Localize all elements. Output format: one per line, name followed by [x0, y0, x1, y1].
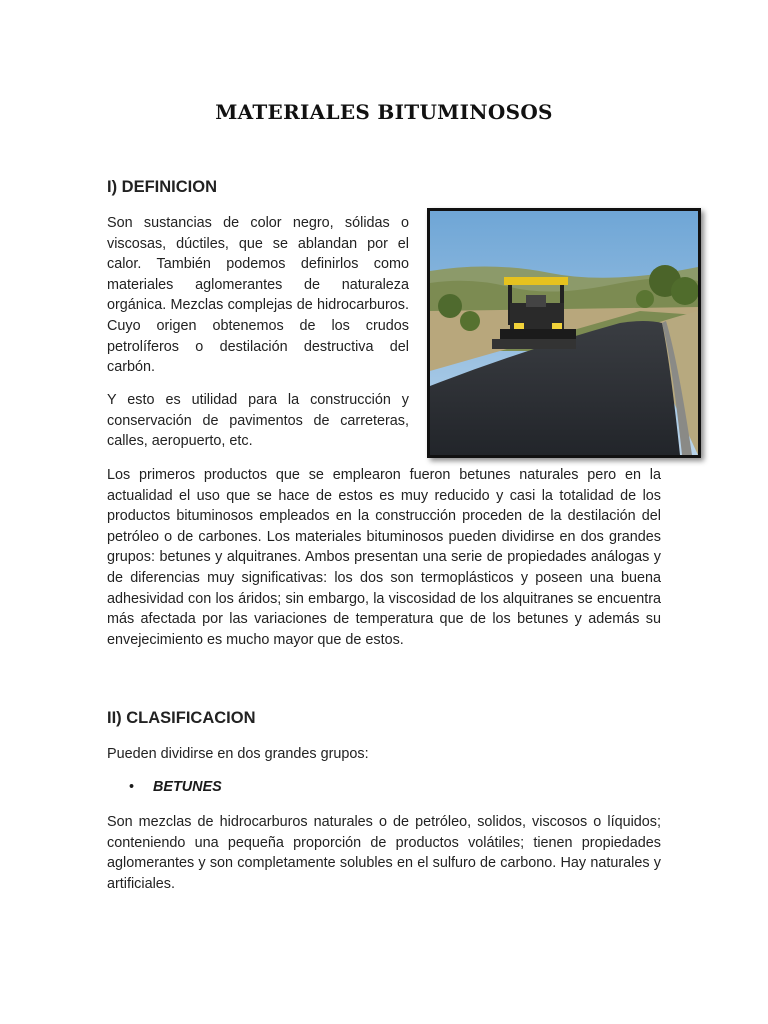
bullet-dot: • [129, 779, 135, 795]
road-photo-svg [430, 211, 698, 455]
asphalt-paver-photo [427, 208, 701, 458]
clasificacion-intro: Pueden dividirse en dos grandes grupos: [107, 746, 369, 762]
document-title: MATERIALES BITUMINOSOS [215, 100, 553, 124]
definicion-paragraph-1: Son sustancias de color negro, sólidas o viscosas, dúctiles, que se ablandan por el calor. También podemos definirlos como materiales aglomerantes de naturaleza orgánica. Mezclas complejas de hidrocarburos. Cuyo origen obtenemos de los crudos petrolíferos o destilación destructiva del carbón. [107, 215, 409, 376]
definicion-paragraph-3: Los primeros productos que se emplearon fueron betunes naturales pero en la actualidad el uso que se hace de estos es muy reducido y casi la totalidad de los productos bituminosos empleados en la construcción proceden de la destilación del petróleo o de carbones. Los materiales bituminosos pueden dividirse en dos grandes grupos: betunes y alquitranes. Ambos presentan una serie de propiedades análogas y de diferencias muy significativas: los dos son termoplásticos y poseen una buena adhesividad con los áridos; sin embargo, la viscosidad de los alquitranes se encuentra más afectada por las variaciones de temperatura que de los betunes y además su envejecimiento es mucho mayor que de estos. [107, 467, 661, 648]
section-heading-clasificacion: II) CLASIFICACION [107, 709, 256, 727]
clasificacion-paragraph-1: Son mezclas de hidrocarburos naturales o de petróleo, solidos, viscosos o líquidos; conteniendo una pequeña proporción de productos volátiles; tienen propiedades aglomerantes y son completamente solubles en el sulfuro de carbono. Hay naturales y artificiales. [107, 814, 661, 892]
bullet-label-betunes: BETUNES [153, 779, 222, 795]
section-heading-definicion: I) DEFINICION [107, 178, 217, 196]
definicion-paragraph-2: Y esto es utilidad para la construcción y conservación de pavimentos de carreteras, calles, aeropuerto, etc. [107, 392, 409, 450]
